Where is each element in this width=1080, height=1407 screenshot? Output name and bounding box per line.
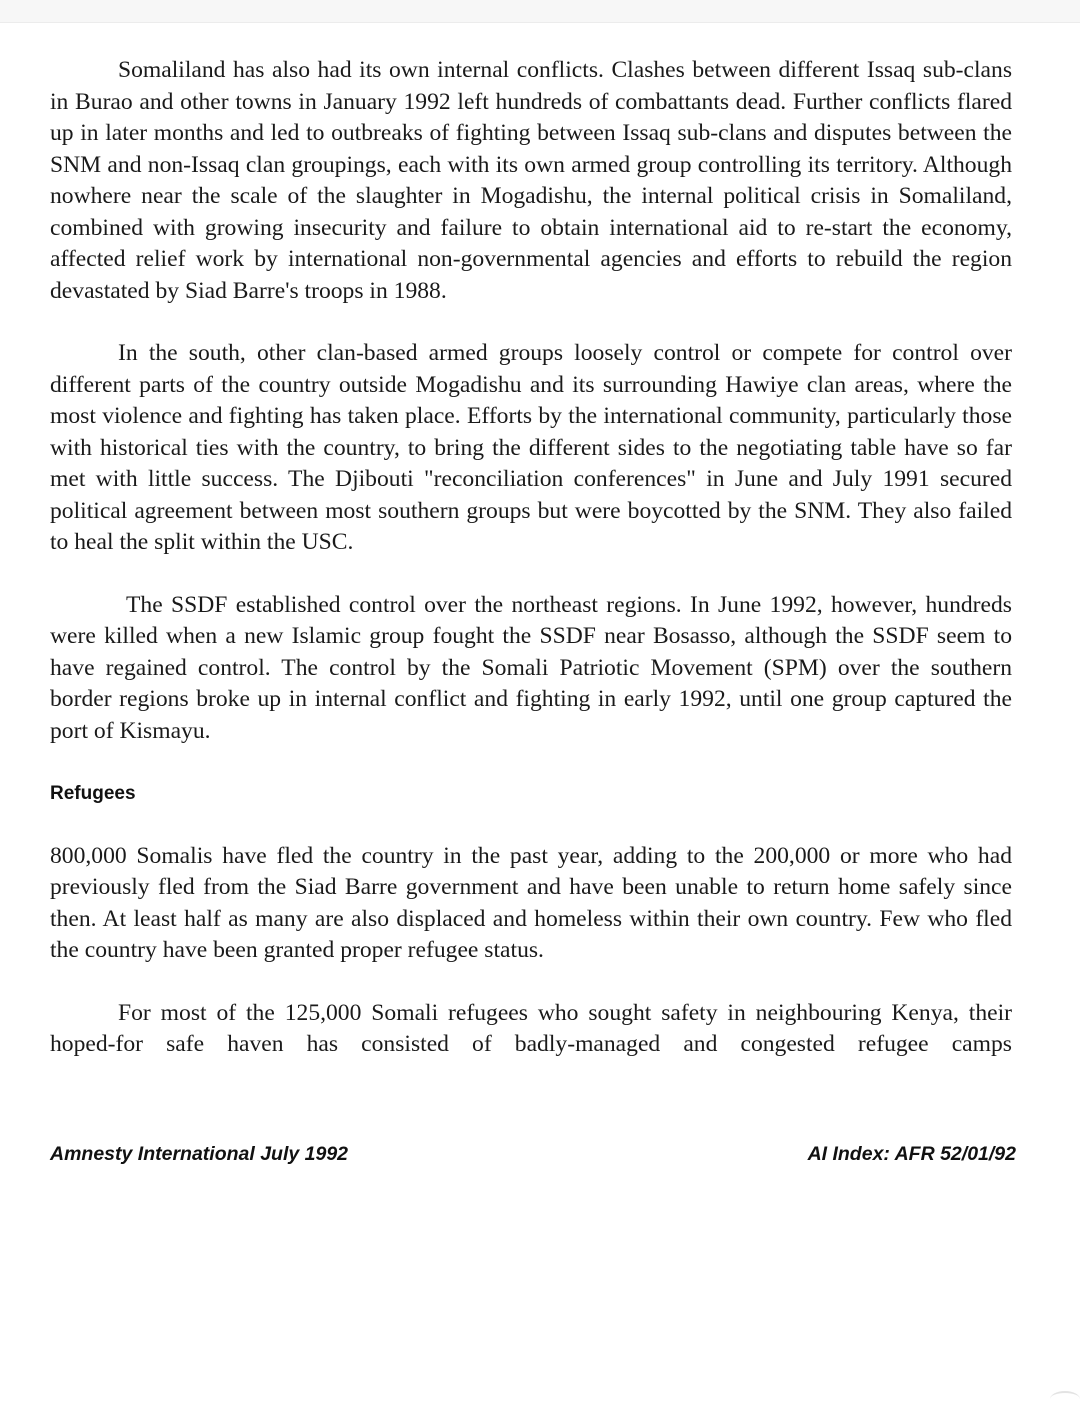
paragraph-gap	[50, 967, 1012, 998]
page-footer	[50, 1143, 1016, 1166]
page-curl-mark	[1050, 1391, 1080, 1407]
paragraph-south-armed-groups: In the south, other clan-based armed groups loosely control or compete for control over different parts of the country outside Mogadishu and its surrounding Hawiye clan areas, where the most violence and fighting has taken place. Efforts by the international community, particularly those with historical ties with the country, to bring the different sides to the negotiating table have so far met with little success. The Djibouti "reconciliation conferences" in June and July 1991 secured political agreement between most southern groups but were boycotted by the SNM. They also failed to heal the split within the USC.	[50, 340, 1012, 555]
paragraph-kenya-refugees: For most of the 125,000 Somali refugees who sought safety in neighbouring Kenya, their hoped-for safe haven has consisted of badly-managed and congested refugee camps	[50, 999, 1012, 1057]
paragraph-gap	[50, 559, 1012, 590]
paragraph-gap	[50, 307, 1012, 338]
footer-publisher-date: Amnesty International July 1992	[50, 1143, 349, 1165]
paragraph-gap	[50, 747, 1012, 778]
paragraph-ssdf-control: The SSDF established control over the northeast regions. In June 1992, however, hundreds were killed when a new Islamic group fought the SSDF near Bosasso, although the SSDF seem to have regained control. The control by the Somali Patriotic Movement (SPM) over the southern border regions broke up in internal conflict and fighting in early 1992, until one group captured the port of Kismayu.	[50, 591, 1012, 744]
section-heading-refugees: Refugees	[50, 783, 136, 804]
viewer-top-bar	[0, 0, 1080, 23]
footer-ai-index: AI Index: AFR 52/01/92	[807, 1143, 1016, 1165]
document-page	[50, 55, 1012, 1061]
paragraph-somaliland-conflicts: Somaliland has also had its own internal conflicts. Clashes between different Issaq sub-clans in Burao and other towns in January 1992 left hundreds of combattants dead. Further conflicts flared up in later months and led to outbreaks of fighting between Issaq sub-clans and disputes between the SNM and non-Issaq clan groupings, each with its own armed group controlling its territory. Although nowhere near the scale of the slaughter in Mogadishu, the internal political crisis in Somaliland, combined with growing insecurity and failure to obtain international aid to re-start the economy, affected relief work by international non-governmental agencies and efforts to rebuild the region devastated by Siad Barre's troops in 1988.	[50, 57, 1012, 304]
paragraph-refugee-numbers: 800,000 Somalis have fled the country in the past year, adding to the 200,000 or more who had previously fled from the Siad Barre government and have been unable to return home safely since then. At least half as many are also displaced and homeless within their own country. Few who fled the country have been granted proper refugee status.	[50, 842, 1012, 963]
paragraph-gap	[50, 810, 1012, 841]
